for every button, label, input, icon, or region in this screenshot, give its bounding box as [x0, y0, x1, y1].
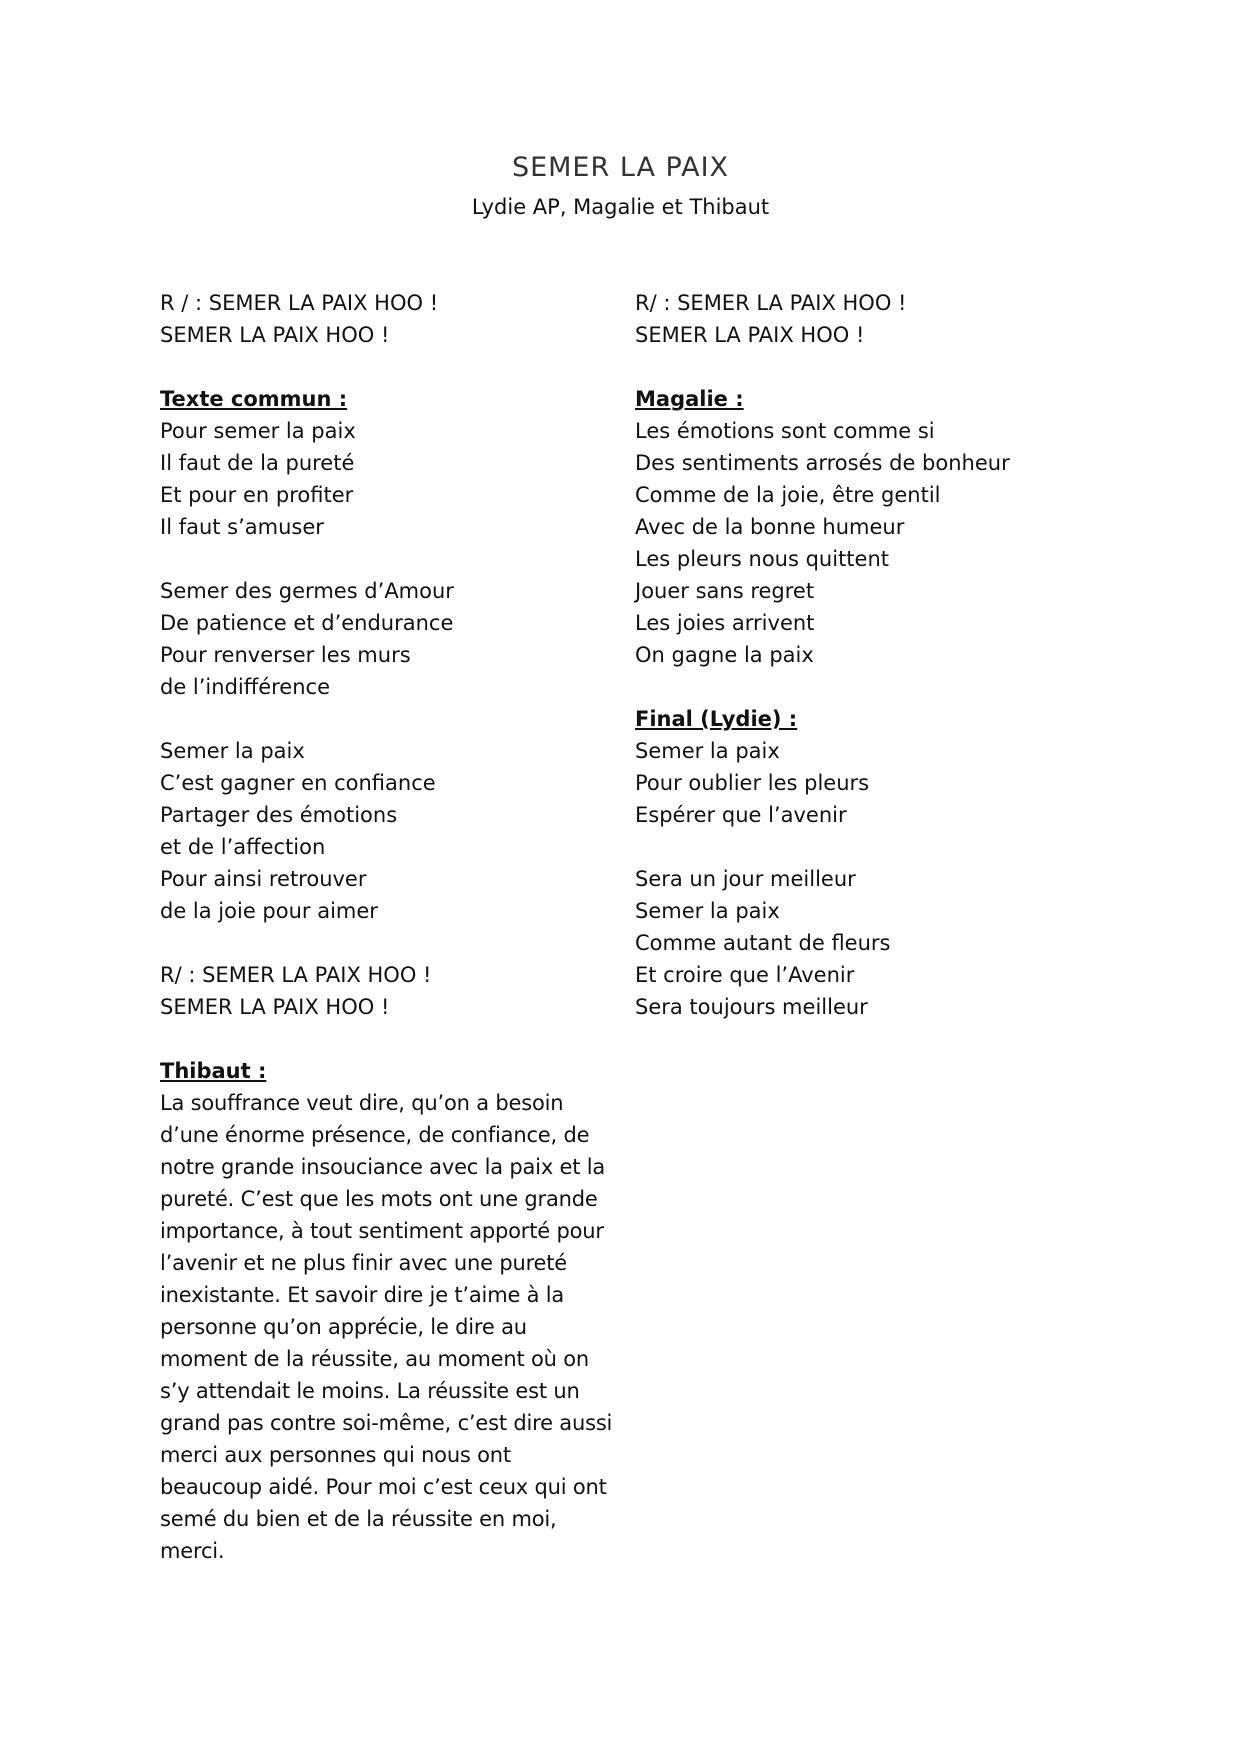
verse-line: Jouer sans regret: [635, 579, 815, 603]
verse-line: Pour semer la paix: [160, 419, 356, 443]
verse-line: Partager des émotions: [160, 803, 398, 827]
final-stanza-2: [635, 863, 1105, 1023]
refrain-line: SEMER LA PAIX HOO !: [635, 323, 865, 347]
verse-line: Comme autant de fleurs: [635, 931, 891, 955]
refrain-line: R/ : SEMER LA PAIX HOO !: [160, 963, 432, 987]
refrain-line: SEMER LA PAIX HOO !: [160, 995, 390, 1019]
verse-line: Il faut s’amuser: [160, 515, 324, 539]
verse-line: Avec de la bonne humeur: [635, 515, 905, 539]
verse-line: Espérer que l’avenir: [635, 803, 847, 827]
refrain-stanza: [160, 959, 620, 1023]
thibaut-section: [160, 1055, 620, 1567]
refrain-stanza: [635, 287, 1105, 351]
verse-line: Sera toujours meilleur: [635, 995, 868, 1019]
right-column: [635, 287, 1105, 1055]
verse-line: Sera un jour meilleur: [635, 867, 856, 891]
verse-line: C’est gagner en confiance: [160, 771, 436, 795]
final-stanza-1: [635, 703, 1105, 831]
final-heading: Final (Lydie) :: [635, 707, 798, 731]
refrain-line: R / : SEMER LA PAIX HOO !: [160, 291, 439, 315]
magalie-section: [635, 383, 1105, 671]
verse-line: Pour oublier les pleurs: [635, 771, 870, 795]
texte-commun-heading: Texte commun :: [160, 387, 348, 411]
verse-line: Les joies arrivent: [635, 611, 815, 635]
verse-line: Des sentiments arrosés de bonheur: [635, 451, 1010, 475]
magalie-heading: Magalie :: [635, 387, 744, 411]
verse-line: Semer des germes d’Amour: [160, 579, 454, 603]
verse-line: Pour ainsi retrouver: [160, 867, 367, 891]
verse-line: Il faut de la pureté: [160, 451, 355, 475]
texte-commun-stanza-2: [160, 575, 620, 703]
refrain-line: R/ : SEMER LA PAIX HOO !: [635, 291, 907, 315]
verse-line: Semer la paix: [635, 899, 780, 923]
verse-line: Et pour en profiter: [160, 483, 354, 507]
song-authors: Lydie AP, Magalie et Thibaut: [471, 195, 770, 219]
verse-line: De patience et d’endurance: [160, 611, 454, 635]
verse-line: Pour renverser les murs: [160, 643, 411, 667]
song-title: SEMER LA PAIX: [511, 152, 730, 183]
verse-line: Les émotions sont comme si: [635, 419, 935, 443]
thibaut-text: La souffrance veut dire, qu’on a besoin d’une énorme présence, de confiance, de notre grande insouciance avec la paix et la pureté. C’est que les mots ont une grande importance, à tout sentiment apporté pour l’avenir et ne plus finir avec une pureté inexistante. Et savoir dire je t’aime à la personne qu’on apprécie, le dire au moment de la réussite, au moment où on s’y attendait le moins. La réussite est un grand pas contre soi-même, c’est dire aussi merci aux personnes qui nous ont beaucoup aidé. Pour moi c’est ceux qui ont semé du bien et de la réussite en moi, merci.: [160, 1091, 613, 1563]
verse-line: On gagne la paix: [635, 643, 814, 667]
refrain-line: SEMER LA PAIX HOO !: [160, 323, 390, 347]
verse-line: Et croire que l’Avenir: [635, 963, 855, 987]
verse-line: Comme de la joie, être gentil: [635, 483, 941, 507]
verse-line: de la joie pour aimer: [160, 899, 378, 923]
verse-line: Semer la paix: [635, 739, 780, 763]
verse-line: Semer la paix: [160, 739, 305, 763]
texte-commun-stanza-3: [160, 735, 620, 927]
left-column: [160, 287, 620, 1599]
thibaut-heading: Thibaut :: [160, 1059, 267, 1083]
verse-line: Les pleurs nous quittent: [635, 547, 889, 571]
verse-line: de l’indifférence: [160, 675, 330, 699]
refrain-stanza: [160, 287, 620, 351]
texte-commun-stanza-1: [160, 383, 620, 543]
verse-line: et de l’affection: [160, 835, 326, 859]
